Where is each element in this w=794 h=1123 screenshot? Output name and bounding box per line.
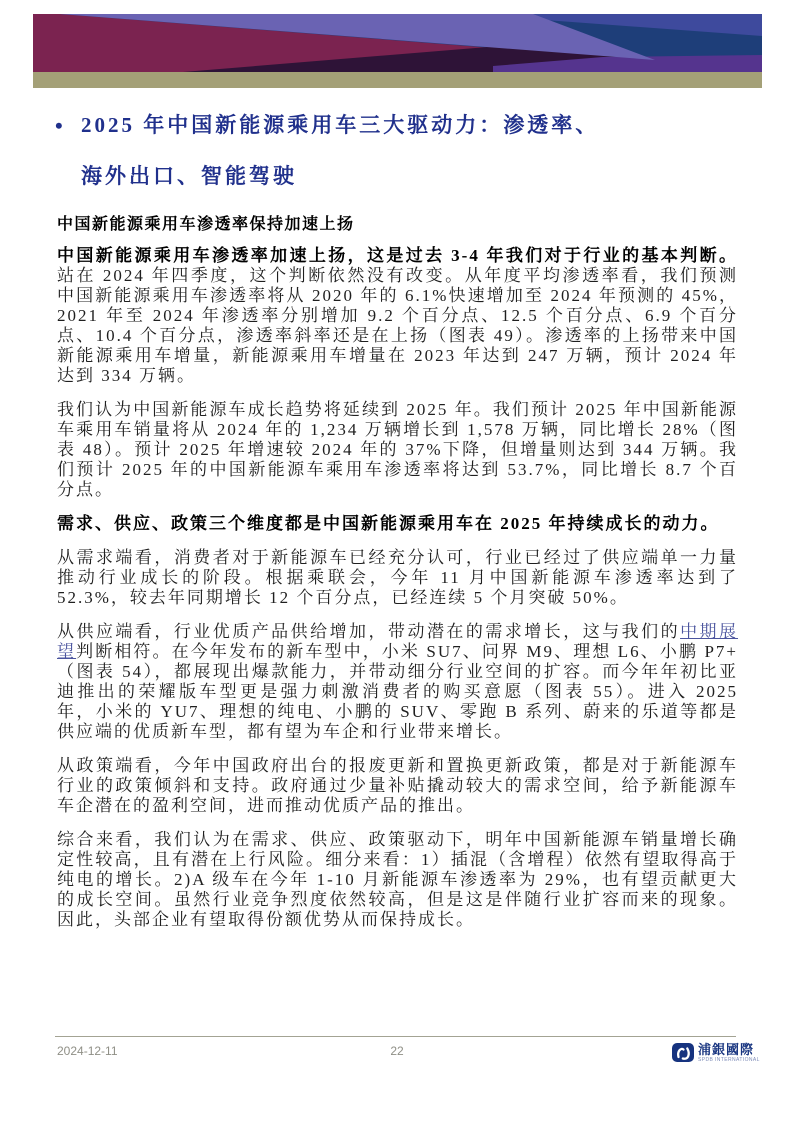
subheading: 中国新能源乘用车渗透率保持加速上扬 xyxy=(57,216,355,233)
footer-divider xyxy=(55,1036,736,1037)
paragraph-4: 从需求端看，消费者对于新能源车已经充分认可，行业已经过了供应端单一力量推动行业成长的阶段。根据乘联会，今年 11 月中国新能源车渗透率达到了 52.3%，较去年同期增长 12 个百分点，已经连续 5 个月突破 50%。 xyxy=(57,548,738,607)
section-heading-line2: 海外出口、智能驾驶 xyxy=(81,164,297,188)
footer-page-number: 22 xyxy=(390,1044,404,1058)
logo-wordmark xyxy=(698,1042,760,1063)
paragraph-2: 我们认为中国新能源车成长趋势将延续到 2025 年。我们预计 2025 年中国新能源车乘用车销量将从 2024 年的 1,234 万辆增长到 1,578 万辆，同比增长 28%（图表 48）。预计 2025 年增速较 2024 年的 37%下降，但增量则达到 344 万辆。我们预计 2025 年的中国新能源车乘用车渗透率将达到 53.7%，同比增长 8.7 个百分点。 xyxy=(57,400,738,499)
paragraph-7: 综合来看，我们认为在需求、供应、政策驱动下，明年中国新能源车销量增长确定性较高，且有潜在上行风险。细分来看：1）插混（含增程）依然有望取得高于纯电的增长。2)A 级车在今年 1-10 月新能源车渗透率为 29%，也有望贡献更大的成长空间。虽然行业竞争烈度依然较高，但是这是伴随行业扩容而来的现象。因此，头部企业有望取得份额优势从而保持成长。 xyxy=(57,830,738,929)
section-heading-line1: 2025 年中国新能源乘用车三大驱动力：渗透率、 xyxy=(81,113,600,137)
section-heading xyxy=(55,100,745,202)
paragraph-5-post: 判断相符。在今年发布的新车型中，小米 SU7、问界 M9、理想 L6、小鹏 P7+（图表 54），都展现出爆款能力，并带动细分行业空间的扩容。而今年年初比亚迪推出的荣耀版车型更是强力刺激消费者的购买意愿（图表 55）。进入 2025 年，小米的 YU7、理想的纯电、小鹏的 SUV、零跑 B 系列、蔚来的乐道等都是供应端的优质新车型，都有望为车企和行业带来增长。 xyxy=(57,642,738,741)
company-logo xyxy=(672,1042,760,1063)
paragraph-6: 从政策端看，今年中国政府出台的报废更新和置换更新政策，都是对于新能源车行业的政策倾斜和支持。政府通过少量补贴撬动较大的需求空间，给予新能源车车企潜在的盈利空间，进而推动优质产品的推出。 xyxy=(57,756,738,815)
paragraph-1 xyxy=(57,246,738,386)
paragraph-5-pre: 从供应端看，行业优质产品供给增加，带动潜在的需求增长，这与我们的 xyxy=(57,622,681,641)
section-heading-text xyxy=(81,100,599,202)
paragraph-3-bold: 需求、供应、政策三个维度都是中国新能源乘用车在 2025 年持续成长的动力。 xyxy=(57,514,720,533)
logo-english-name: SPDB INTERNATIONAL xyxy=(698,1057,760,1063)
paragraph-1-rest: 站在 2024 年四季度，这个判断依然没有改变。从年度平均渗透率看，我们预测中国新能源乘用车渗透率将从 2020 年的 6.1%快速增加至 2024 年预测的 45%，2021 年至 2024 年渗透率分别增加 9.2 个百分点、12.5 个百分点、6.9 个百分点、10.4 个百分点，渗透率斜率还是在上扬（图表 49）。渗透率的上扬带来中国新能源乘用车增量，新能源乘用车增量在 2023 年达到 247 万辆，预计 2024 年达到 334 万辆。 xyxy=(57,266,738,385)
paragraph-1-bold-lead: 中国新能源乘用车渗透率加速上扬，这是过去 3-4 年我们对于行业的基本判断。 xyxy=(57,246,738,265)
logo-chinese-name: 浦銀國際 xyxy=(698,1042,755,1057)
paragraph-5 xyxy=(57,622,738,742)
heading-bullet: • xyxy=(55,113,63,138)
mid-term-outlook-link[interactable]: 中期展望 xyxy=(57,622,739,661)
header-banner-graphic xyxy=(33,14,762,88)
banner-polygon-art xyxy=(33,14,762,88)
spdbi-logo-icon xyxy=(672,1042,694,1063)
footer-date: 2024-12-11 xyxy=(57,1044,118,1058)
body-copy xyxy=(57,246,738,944)
